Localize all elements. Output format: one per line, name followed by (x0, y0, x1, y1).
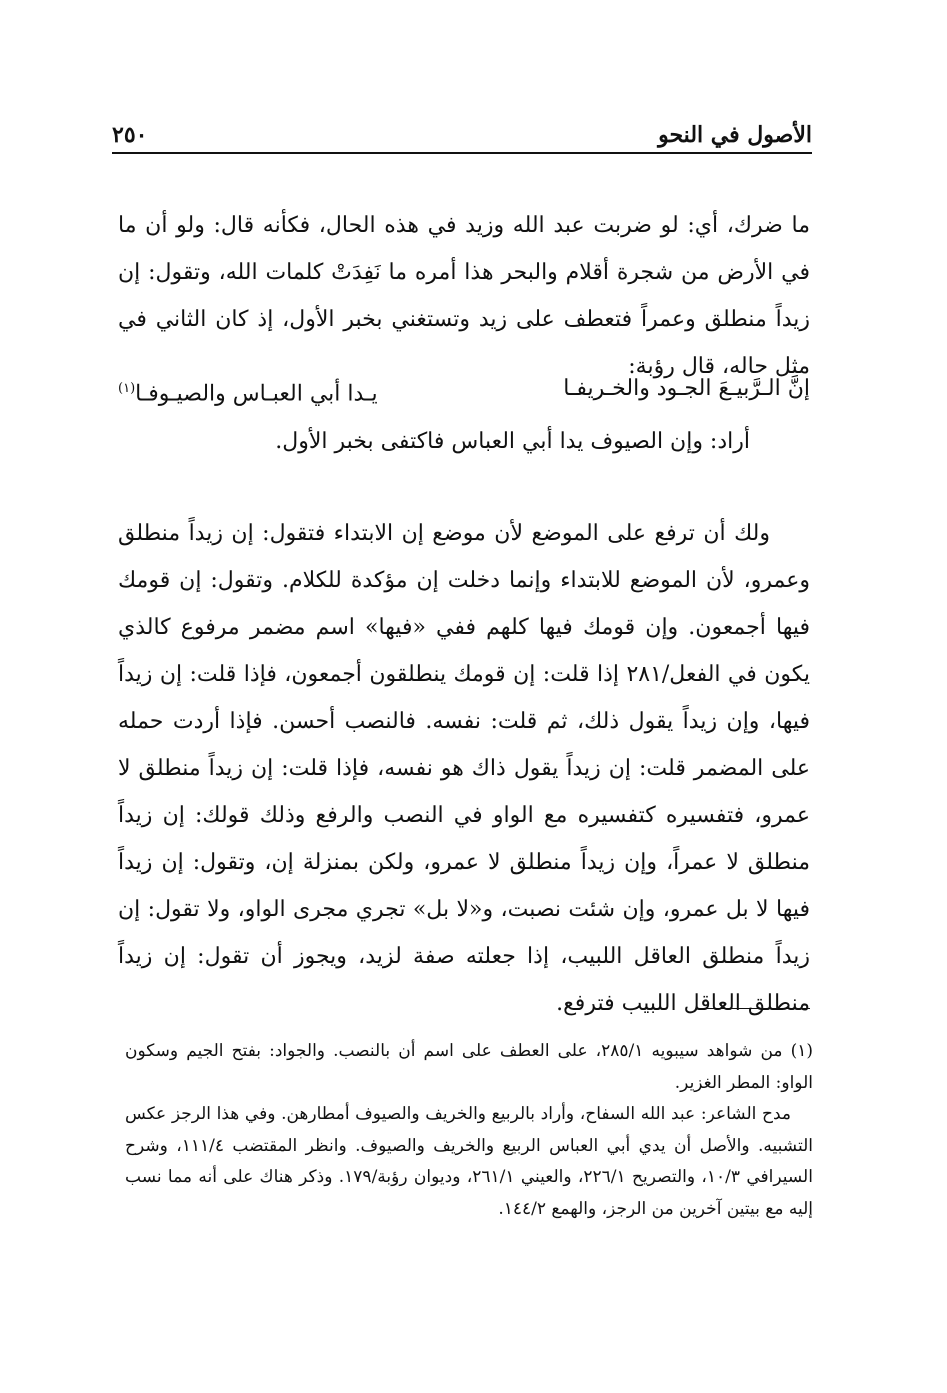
footnote-1-continuation: مدح الشاعر: عبد الله السفاح، وأراد بالربيع والخريف والصيوف أمطارهن. وفي هذا الرجز عكس التشبيه. والأصل أن يدي أبي العباس الربيع والخريف والصيوف. وانظر المقتضب ١١١/٤، وشرح السيرافي ١٠/٣، والتصريح ٢٢٦/١، والعيني ٢٦١/١، وديوان رؤبة/١٧٩. وذكر هناك على أنه مما نسب إليه مع بيتين آخرين من الرجز، والهمع ١٤٤/٢. (125, 1104, 813, 1219)
page-number: ٢٥٠ (112, 122, 148, 148)
running-header (112, 118, 812, 154)
paragraph-2 (118, 488, 810, 1049)
verse-explanation: أراد: وإن الصيوف يدا أبي العباس فاكتفى بخبر الأول. (275, 429, 750, 454)
paragraph-1-text: ما ضرك، أي: لو ضربت عبد الله وزيد في هذه الحال، فكأنه قال: ولو أن ما في الأرض من شجرة أقلام والبحر هذا أمره ما نَفِدَتْ كلمات الله، وتقول: إن زيداً منطلق وعمراً فتعطف على زيد وتستغني بخبر الأول، إذ كان الثاني في مثل حاله، قال رؤبة: (118, 213, 810, 379)
footnote-separator (700, 1008, 810, 1009)
footnote-marker: (١) (118, 381, 136, 396)
verse-hemistich-right: إنَّ الـرَّبيـعَ الجـود والخـريفـا (563, 376, 810, 401)
footnote-1: (١) من شواهد سيبويه ٢٨٥/١، على العطف على اسم أن بالنصب. والجواد: بفتح الجيم وسكون الواو: المطر الغزير. (125, 1041, 813, 1093)
book-title: الأصول في النحو (658, 122, 812, 148)
footnotes (125, 1036, 813, 1225)
verse-hemistich-left (118, 365, 378, 417)
verse-hemistich-left-text: يـدا أبي العبـاس والصيـوفـا (135, 381, 378, 407)
verse-line (118, 365, 810, 417)
paragraph-2-text: ولك أن ترفع على الموضع لأن موضع إن الابتداء فتقول: إن زيداً منطلق وعمرو، لأن الموضع للابتداء وإنما دخلت إن مؤكدة للكلام. وتقول: إن قومك فيها أجمعون. وإن قومك فيها كلهم ففي «فيها» اسم مضمر مرفوع كالذي يكون في الفعل/٢٨١ إذا قلت: إن قومك ينطلقون أجمعون، فإذا قلت: إن زيداً فيها، وإن زيداً يقول ذلك، ثم قلت: نفسه. فالنصب أحسن. فإذا أردت حمله على المضمر قلت: إن زيداً يقول ذاك هو نفسه، فإذا قلت: إن زيداً منطلق لا عمرو، فتفسيره كتفسيره مع الواو في النصب والرفع وذلك قولك: إن زيداً منطلق لا عمراً، وإن زيداً منطلق لا عمرو، ولكن بمنزلة إن، وتقول: إن زيداً فيها لا بل عمرو، وإن شئت نصبت، و«لا بل» تجري مجرى الواو، ولا تقول: إن زيداً منطلق العاقل اللبيب، إذا جعلته صفة لزيد، ويجوز أن تقول: إن زيداً منطلق العاقل اللبيب فترفع. (118, 521, 810, 1016)
